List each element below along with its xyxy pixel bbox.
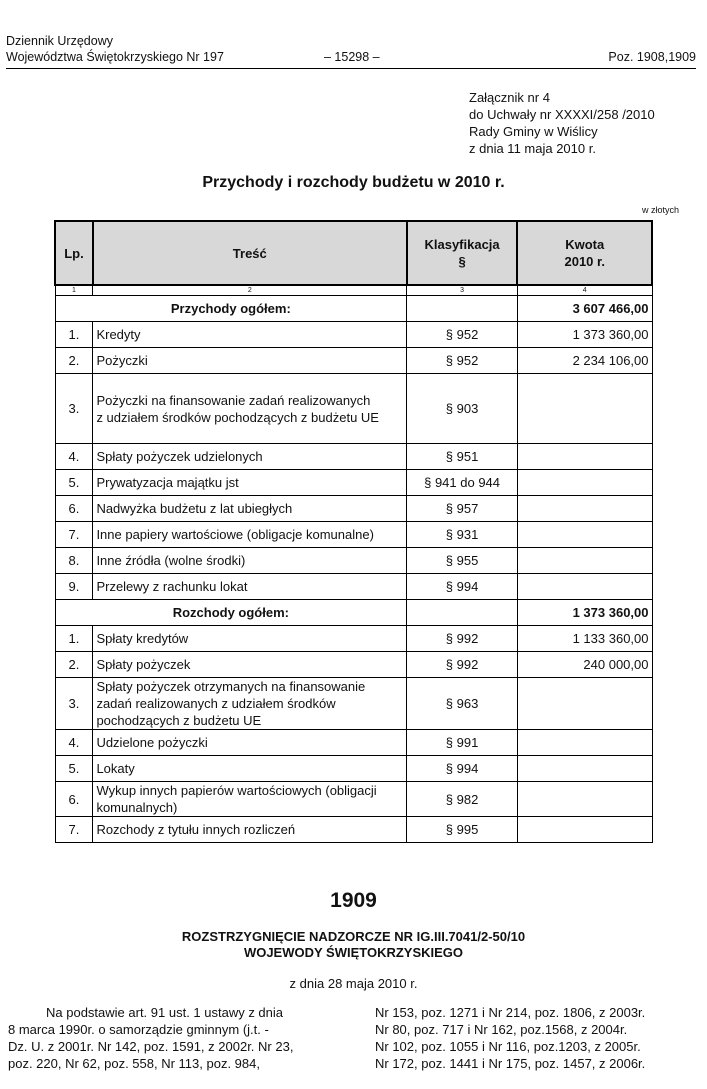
row-description: Lokaty (93, 756, 407, 782)
row-classification: § 903 (407, 374, 518, 444)
row-classification: § 952 (407, 348, 518, 374)
row-amount (517, 548, 652, 574)
row-amount (517, 782, 652, 817)
table-row (55, 374, 652, 444)
row-classification: § 982 (407, 782, 518, 817)
row-description: Spłaty kredytów (93, 626, 407, 652)
row-amount (517, 678, 652, 730)
row-amount: 1 373 360,00 (517, 322, 652, 348)
table-row (55, 756, 652, 782)
row-amount: 240 000,00 (517, 652, 652, 678)
row-description: Przelewy z rachunku lokat (93, 574, 407, 600)
row-description: Wykup innych papierów wartościowych (obligacji komunalnych) (93, 782, 407, 817)
row-classification: § 992 (407, 626, 518, 652)
total-row (55, 600, 652, 626)
body-column-left: Na podstawie art. 91 ust. 1 ustawy z dnia 8 marca 1990r. o samorządzie gminnym (j.t. - Dz. U. z 2001r. Nr 142, poz. 1591, z 2002r. Nr 23, poz. 220, Nr 62, poz. 558, Nr 113, poz. 984, (8, 1005, 294, 1071)
table-row (55, 574, 652, 600)
row-lp: 3. (55, 374, 93, 444)
row-amount (517, 730, 652, 756)
row-lp: 1. (55, 322, 93, 348)
row-amount: 2 234 106,00 (517, 348, 652, 374)
row-classification: § 994 (407, 756, 518, 782)
row-lp: 2. (55, 652, 93, 678)
table-row (55, 817, 652, 843)
table-row (55, 548, 652, 574)
table-row (55, 730, 652, 756)
row-description: Spłaty pożyczek otrzymanych na finansowanie zadań realizowanych z udziałem środków pochodzących z budżetu UE (93, 678, 407, 730)
header-kwota: Kwota 2010 r. (517, 221, 652, 285)
row-description: Pożyczki (93, 348, 407, 374)
row-amount (517, 444, 652, 470)
row-amount (517, 470, 652, 496)
row-description: Nadwyżka budżetu z lat ubiegłych (93, 496, 407, 522)
unit-label: w złotych (641, 205, 679, 215)
table-row (55, 470, 652, 496)
row-classification: § 995 (407, 817, 518, 843)
page-number: – 15298 – (324, 50, 380, 64)
resolution-title: ROZSTRZYGNIĘCIE NADZORCZE NR IG.III.7041/2-50/10 WOJEWODY ŚWIĘTOKRZYSKIEGO (181, 929, 526, 960)
row-lp: 4. (55, 730, 93, 756)
row-description: Inne papiery wartościowe (obligacje komunalne) (93, 522, 407, 548)
table-row (55, 322, 652, 348)
header-tresc: Treść (93, 221, 407, 285)
budget-table (54, 220, 653, 843)
row-lp: 5. (55, 756, 93, 782)
table-row (55, 444, 652, 470)
row-classification: § 963 (407, 678, 518, 730)
row-lp: 2. (55, 348, 93, 374)
row-lp: 6. (55, 782, 93, 817)
row-description: Pożyczki na finansowanie zadań realizowanych z udziałem środków pochodzących z budżetu UE (93, 374, 407, 444)
row-lp: 6. (55, 496, 93, 522)
page-header (6, 33, 696, 69)
row-amount (517, 574, 652, 600)
row-lp: 7. (55, 522, 93, 548)
total-amount: 3 607 466,00 (517, 296, 652, 322)
total-row (55, 296, 652, 322)
row-classification: § 994 (407, 574, 518, 600)
row-amount (517, 496, 652, 522)
row-classification: § 952 (407, 322, 518, 348)
row-classification: § 992 (407, 652, 518, 678)
row-description: Spłaty pożyczek (93, 652, 407, 678)
table-row (55, 522, 652, 548)
row-lp: 1. (55, 626, 93, 652)
header-lp: Lp. (55, 221, 93, 285)
row-description: Udzielone pożyczki (93, 730, 407, 756)
row-classification: § 991 (407, 730, 518, 756)
row-lp: 9. (55, 574, 93, 600)
row-description: Spłaty pożyczek udzielonych (93, 444, 407, 470)
row-description: Rozchody z tytułu innych rozliczeń (93, 817, 407, 843)
row-amount (517, 522, 652, 548)
position-reference: Poz. 1908,1909 (608, 50, 696, 64)
column-index-row: 1 2 3 4 (55, 285, 652, 296)
row-lp: 3. (55, 678, 93, 730)
table-row (55, 348, 652, 374)
document-title: Przychody i rozchody budżetu w 2010 r. (202, 174, 505, 191)
row-lp: 5. (55, 470, 93, 496)
attachment-note: Załącznik nr 4 do Uchwały nr XXXXI/258 /2010 Rady Gminy w Wiślicy z dnia 11 maja 2010 r. (469, 90, 655, 156)
row-lp: 8. (55, 548, 93, 574)
table-row (55, 652, 652, 678)
table-row (55, 626, 652, 652)
row-description: Kredyty (93, 322, 407, 348)
table-row (55, 496, 652, 522)
body-column-right: Nr 153, poz. 1271 i Nr 214, poz. 1806, z 2003r. Nr 80, poz. 717 i Nr 162, poz.1568, z 2004r. Nr 102, poz. 1055 i Nr 116, poz.1203, z 2005r. Nr 172, poz. 1441 i Nr 175, poz. 1457, z 2006r. (375, 1005, 646, 1071)
table-row (55, 782, 652, 817)
total-label: Przychody ogółem: (55, 296, 407, 322)
journal-name: Dziennik Urzędowy Województwa Świętokrzyskiego Nr 197 (6, 34, 224, 64)
row-description: Prywatyzacja majątku jst (93, 470, 407, 496)
row-lp: 7. (55, 817, 93, 843)
row-lp: 4. (55, 444, 93, 470)
header-klasyfikacja: Klasyfikacja § (407, 221, 518, 285)
row-amount (517, 817, 652, 843)
row-classification: § 931 (407, 522, 518, 548)
row-description: Inne źródła (wolne środki) (93, 548, 407, 574)
total-amount: 1 373 360,00 (517, 600, 652, 626)
resolution-date: z dnia 28 maja 2010 r. (289, 976, 418, 991)
table-row (55, 678, 652, 730)
row-classification: § 957 (407, 496, 518, 522)
position-number: 1909 (330, 889, 377, 912)
row-classification: § 941 do 944 (407, 470, 518, 496)
row-classification: § 951 (407, 444, 518, 470)
row-classification: § 955 (407, 548, 518, 574)
total-label: Rozchody ogółem: (55, 600, 407, 626)
row-amount: 1 133 360,00 (517, 626, 652, 652)
row-amount (517, 374, 652, 444)
row-amount (517, 756, 652, 782)
